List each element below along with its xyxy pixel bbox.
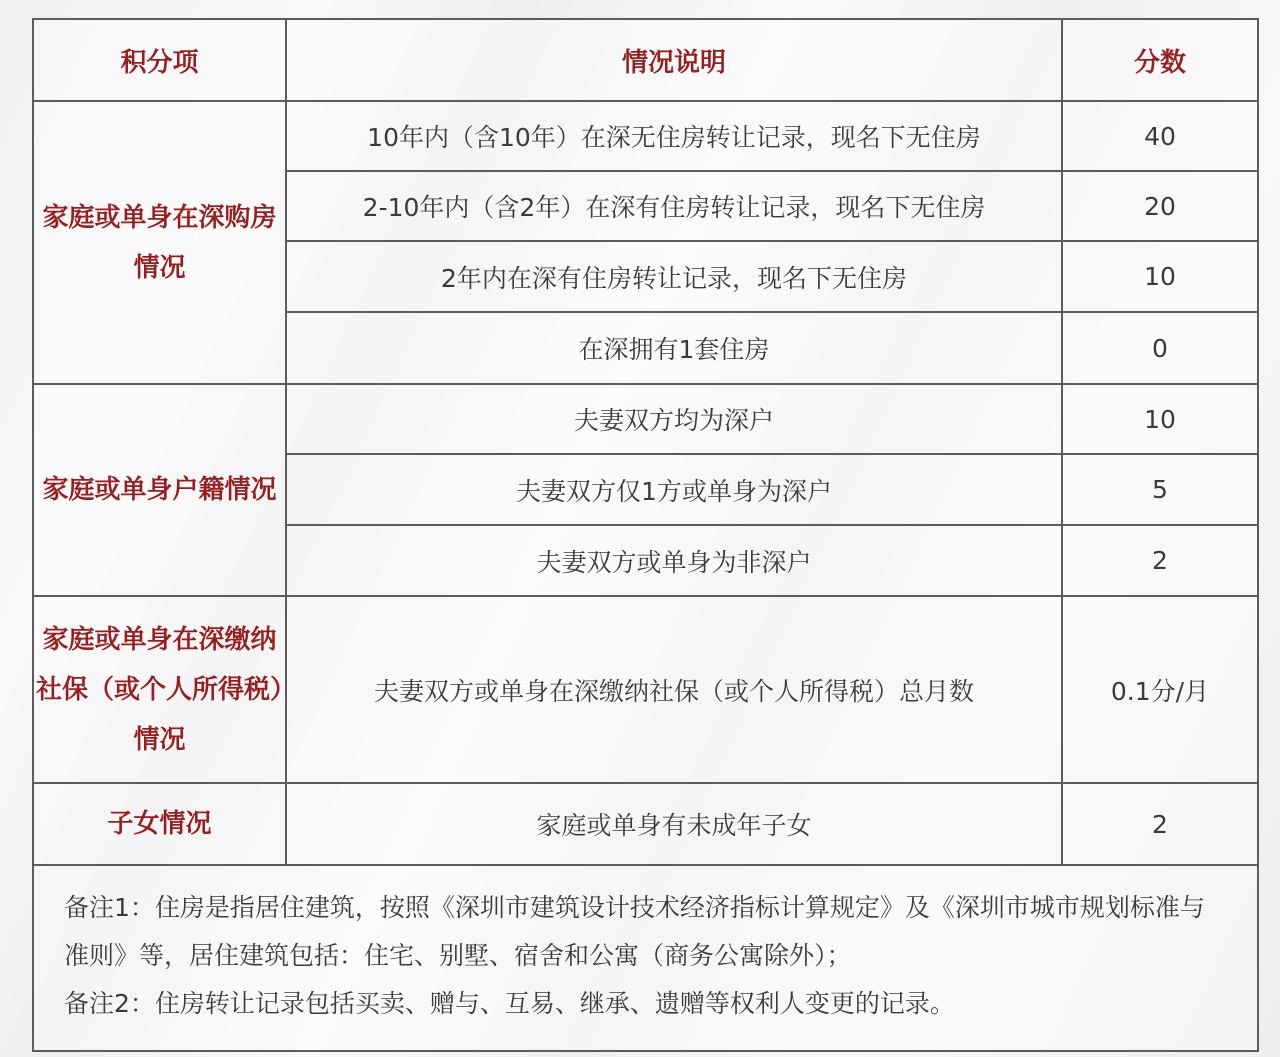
table-row	[34, 384, 1257, 454]
row-score: 0.1分/月	[1062, 596, 1257, 783]
header-description: 情况说明	[286, 20, 1062, 101]
category-children: 子女情况	[34, 783, 286, 865]
row-score: 5	[1062, 454, 1257, 525]
row-score: 20	[1062, 171, 1257, 241]
table-row	[34, 783, 1257, 865]
notes-section	[34, 866, 1257, 1028]
row-score: 2	[1062, 783, 1257, 865]
row-description: 夫妻双方均为深户	[286, 384, 1062, 454]
points-table	[34, 20, 1257, 866]
table-row	[34, 101, 1257, 171]
table-row	[34, 596, 1257, 783]
category-housing: 家庭或单身在深购房情况	[34, 101, 286, 384]
scoring-sheet	[32, 18, 1259, 1052]
row-score: 10	[1062, 384, 1257, 454]
row-description: 10年内（含10年）在深无住房转让记录，现名下无住房	[286, 101, 1062, 171]
row-score: 10	[1062, 241, 1257, 312]
category-household-registration: 家庭或单身户籍情况	[34, 384, 286, 596]
header-score: 分数	[1062, 20, 1257, 101]
row-description: 在深拥有1套住房	[286, 312, 1062, 384]
row-description: 夫妻双方或单身为非深户	[286, 525, 1062, 596]
row-description: 2年内在深有住房转让记录，现名下无住房	[286, 241, 1062, 312]
row-score: 0	[1062, 312, 1257, 384]
row-description: 夫妻双方或单身在深缴纳社保（或个人所得税）总月数	[286, 596, 1062, 783]
row-description: 家庭或单身有未成年子女	[286, 783, 1062, 865]
note-2: 备注2：住房转让记录包括买卖、赠与、互易、继承、遗赠等权利人变更的记录。	[64, 989, 955, 1018]
row-score: 2	[1062, 525, 1257, 596]
category-social-security: 家庭或单身在深缴纳社保（或个人所得税）情况	[34, 596, 286, 783]
header-row	[34, 20, 1257, 101]
row-description: 夫妻双方仅1方或单身为深户	[286, 454, 1062, 525]
row-description: 2-10年内（含2年）在深有住房转让记录，现名下无住房	[286, 171, 1062, 241]
note-1: 备注1：住房是指居住建筑，按照《深圳市建筑设计技术经济指标计算规定》及《深圳市城市规划标准与准则》等，居住建筑包括：住宅、别墅、宿舍和公寓（商务公寓除外）；	[64, 893, 1205, 970]
row-score: 40	[1062, 101, 1257, 171]
header-category: 积分项	[34, 20, 286, 101]
